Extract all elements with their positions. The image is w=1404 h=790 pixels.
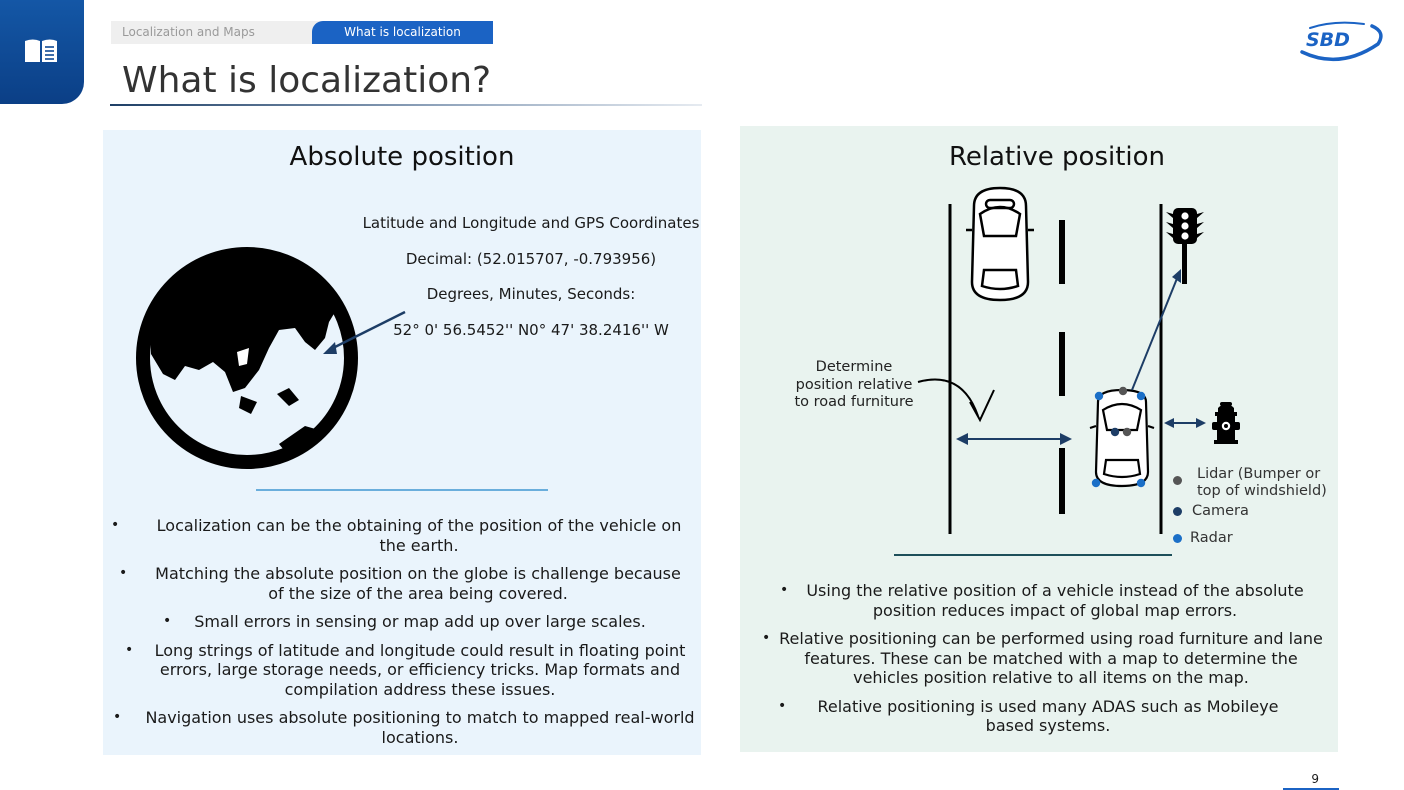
coord-line: 52° 0' 56.5452'' N0° 47' 38.2416'' W [393, 320, 669, 339]
bullet-text: Relative positioning can be performed using road furniture and lane features. These can be matched with a map to determine the vehicles position relative to all items on the map. [779, 629, 1323, 687]
logo-text: SBD [1306, 29, 1350, 51]
bullet-text: Matching the absolute position on the globe is challenge because of the size of the area being covered. [155, 564, 681, 603]
list-item: • Matching the absolute position on the globe is challenge because of the size of the area being covered. [111, 564, 699, 603]
coord-line: Latitude and Longitude and GPS Coordinates [362, 214, 700, 232]
nav-tab[interactable] [0, 0, 84, 104]
car-icon [1090, 390, 1154, 486]
radar-legend-label: Radar [1190, 530, 1233, 546]
fire-hydrant-icon [1212, 402, 1240, 444]
list-item: • Relative positioning can be performed using road furniture and lane features. These can be matched with a map to determine the vehicles position relative to all items on the map. [750, 629, 1332, 688]
callout-line: position relative [795, 376, 913, 393]
traffic-light-icon [1166, 208, 1204, 284]
absolute-position-panel [103, 130, 701, 755]
bullet-text: Relative positioning is used many ADAS such as Mobileye based systems. [817, 696, 1279, 735]
list-item: • Localization can be the obtaining of the position of the vehicle on the earth. [111, 516, 699, 555]
lidar-legend-label [1197, 466, 1327, 500]
radar-legend-dot [1173, 534, 1182, 543]
title-underline [110, 104, 702, 106]
camera-legend-dot [1173, 507, 1182, 516]
coordinates-block [361, 212, 701, 354]
road-diagram [740, 126, 1338, 566]
coord-line: Decimal: (52.015707, -0.793956) [405, 249, 657, 268]
bullet-text: Long strings of latitude and longitude could result in floating point errors, large storage needs, or efficiency tricks. Map formats and compilation address these issues. [154, 640, 686, 699]
breadcrumb-current[interactable]: What is localization [312, 21, 493, 44]
list-item: • Relative positioning is used many ADAS such as Mobileye based systems. [750, 697, 1332, 736]
legend-line: Lidar (Bumper or [1197, 466, 1321, 482]
absolute-heading: Absolute position [289, 142, 515, 172]
bullet-text: Localization can be the obtaining of the position of the vehicle on the earth. [156, 516, 682, 555]
coord-line: Degrees, Minutes, Seconds: [426, 285, 636, 303]
page-number: 9 [1311, 772, 1319, 786]
bullet-text: Small errors in sensing or map add up over large scales. [194, 612, 646, 631]
callout-line: to road furniture [794, 394, 914, 410]
callout-line: Determine [815, 359, 893, 375]
panel-divider [894, 554, 1172, 556]
bullet-text: Navigation uses absolute positioning to match to mapped real-world locations. [145, 708, 695, 747]
list-item: • Long strings of latitude and longitude could result in floating point errors, large storage needs, or efficiency tricks. Map formats and compilation address these issues. [111, 641, 699, 700]
panel-divider [256, 489, 548, 491]
list-item: • Using the relative position of a vehicle instead of the absolute position reduces impact of global map errors. [750, 581, 1332, 620]
relative-heading: Relative position [948, 142, 1166, 172]
bullet-text: Using the relative position of a vehicle instead of the absolute position reduces impact of global map errors. [806, 581, 1304, 620]
page-title: What is localization? [122, 60, 492, 101]
book-icon [24, 38, 58, 64]
breadcrumb [111, 21, 493, 44]
legend-line: top of windshield) [1197, 483, 1327, 499]
car-icon [966, 188, 1034, 300]
list-item: • Small errors in sensing or map add up over large scales. [111, 612, 699, 632]
sbd-logo [1294, 18, 1386, 62]
road-furniture-callout [782, 359, 926, 412]
lidar-legend-dot [1173, 476, 1182, 485]
breadcrumb-parent[interactable]: Localization and Maps [111, 21, 341, 44]
relative-position-panel [740, 126, 1338, 752]
list-item: • Navigation uses absolute positioning to match to mapped real-world locations. [111, 708, 699, 747]
relative-bullets [750, 581, 1332, 745]
absolute-bullets [111, 516, 699, 756]
camera-legend-label: Camera [1192, 503, 1249, 519]
